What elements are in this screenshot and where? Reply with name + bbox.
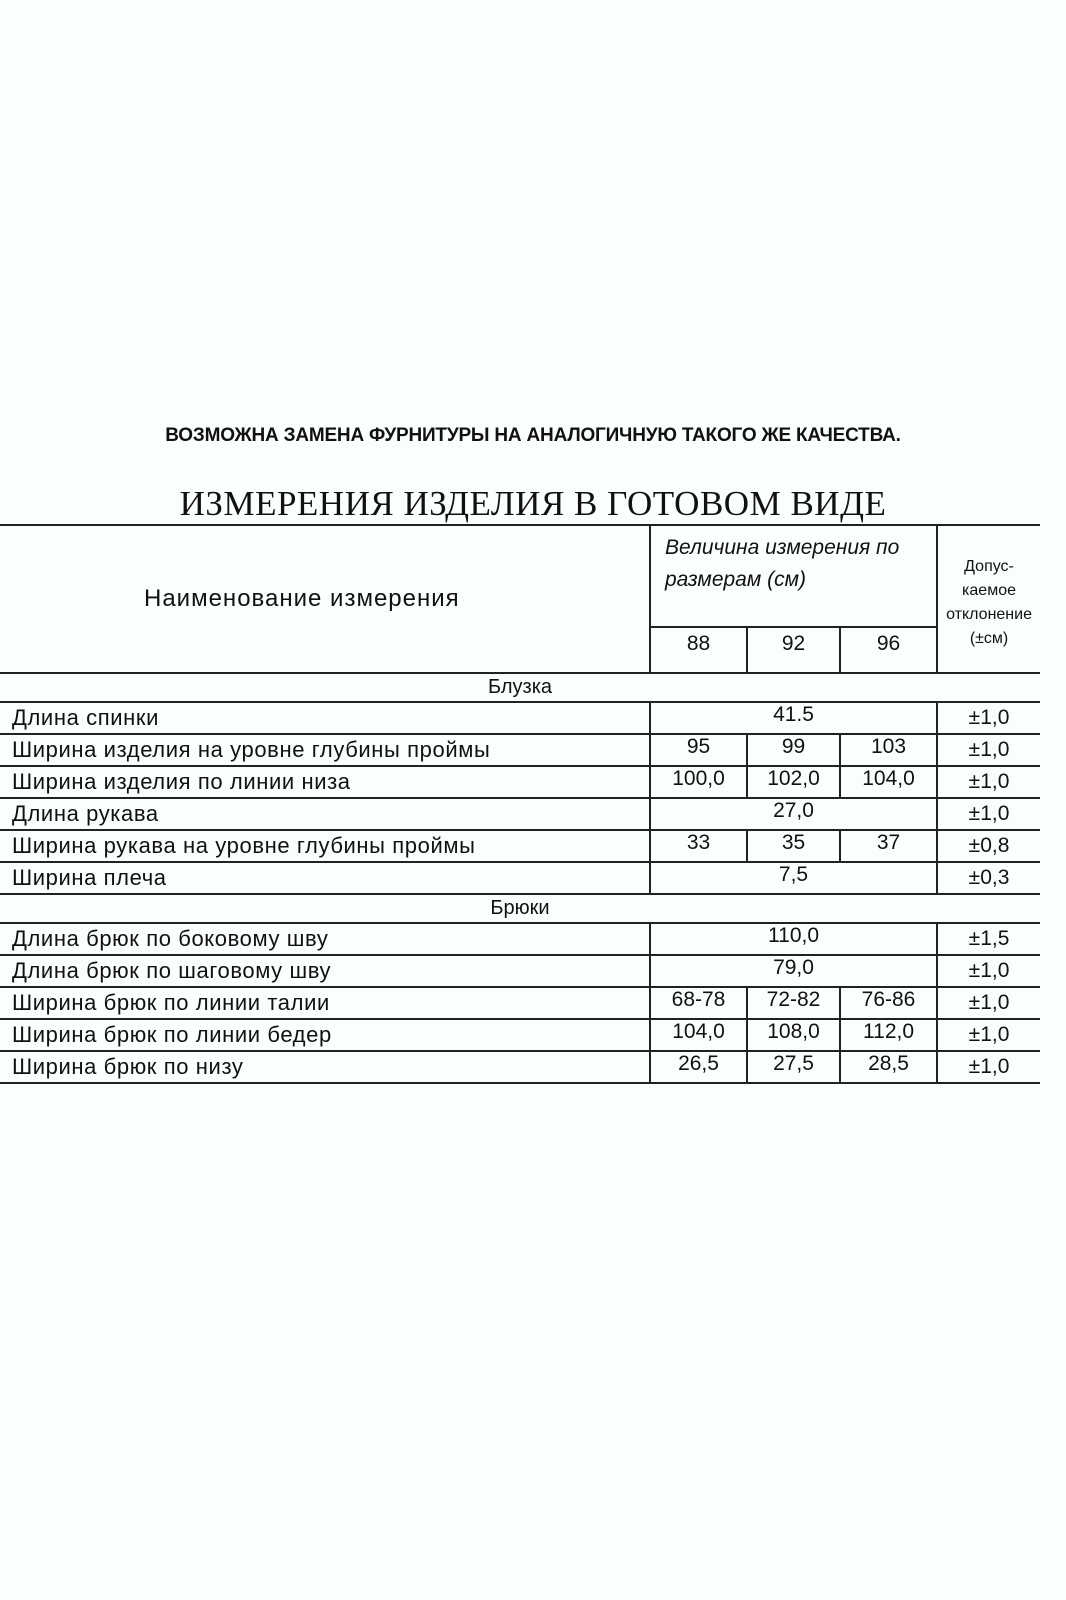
- measurement-value: 35: [747, 830, 840, 862]
- measurement-name: Ширина брюк по линии бедер: [0, 1019, 650, 1051]
- tolerance-value: ±1,0: [937, 1051, 1040, 1083]
- measurement-name: Ширина изделия на уровне глубины проймы: [0, 734, 650, 766]
- measurement-value: 79,0: [650, 955, 937, 987]
- measurement-name: Длина спинки: [0, 702, 650, 734]
- measurement-value: 102,0: [747, 766, 840, 798]
- value-header-line: Величина измерения по: [665, 536, 900, 559]
- measurement-value: 72-82: [747, 987, 840, 1019]
- measurement-value: 112,0: [840, 1019, 937, 1051]
- table-row: [0, 766, 1040, 798]
- value-header-line: размерам (см): [665, 568, 806, 591]
- measurement-value: 104,0: [840, 766, 937, 798]
- table-row: [0, 862, 1040, 894]
- size-96: 96: [840, 627, 937, 673]
- name-column-header: Наименование измерения: [0, 525, 650, 673]
- table-row: [0, 830, 1040, 862]
- measurement-name: Ширина плеча: [0, 862, 650, 894]
- tolerance-value: ±1,0: [937, 1019, 1040, 1051]
- tolerance-header-line: (±см): [969, 630, 1009, 647]
- tolerance-value: ±1,0: [937, 955, 1040, 987]
- page-title: ИЗМЕРЕНИЯ ИЗДЕЛИЯ В ГОТОВОМ ВИДЕ: [179, 484, 887, 523]
- measurement-value: 28,5: [840, 1051, 937, 1083]
- measurements-body: [0, 525, 1040, 1083]
- measurement-value: 7,5: [650, 862, 937, 894]
- measurement-value: 99: [747, 734, 840, 766]
- table-row: [0, 1019, 1040, 1051]
- tolerance-value: ±1,5: [937, 923, 1040, 955]
- measurement-value: 103: [840, 734, 937, 766]
- section-row: [0, 894, 1040, 923]
- measurement-name: Длина рукава: [0, 798, 650, 830]
- measurement-value: 37: [840, 830, 937, 862]
- measurement-name: Длина брюк по боковому шву: [0, 923, 650, 955]
- size-92: 92: [747, 627, 840, 673]
- tolerance-value: ±1,0: [937, 798, 1040, 830]
- section-title: Блузка: [0, 673, 1040, 702]
- measurement-value: 104,0: [650, 1019, 747, 1051]
- tolerance-value: ±1,0: [937, 702, 1040, 734]
- measurement-value: 110,0: [650, 923, 937, 955]
- measurement-value: 68-78: [650, 987, 747, 1019]
- tolerance-value: ±1,0: [937, 734, 1040, 766]
- measurement-value: 108,0: [747, 1019, 840, 1051]
- measurement-value: 33: [650, 830, 747, 862]
- table-row: [0, 923, 1040, 955]
- measurement-value: 26,5: [650, 1051, 747, 1083]
- tolerance-value: ±1,0: [937, 987, 1040, 1019]
- measurement-name: Ширина рукава на уровне глубины проймы: [0, 830, 650, 862]
- measurement-name: Длина брюк по шаговому шву: [0, 955, 650, 987]
- measurement-value: 95: [650, 734, 747, 766]
- tolerance-value: ±0,3: [937, 862, 1040, 894]
- header-row: [0, 525, 1040, 627]
- table-row: [0, 955, 1040, 987]
- size-88: 88: [650, 627, 747, 673]
- tolerance-column-header: [937, 525, 1040, 673]
- table-row: [0, 734, 1040, 766]
- table-row: [0, 798, 1040, 830]
- measurement-name: Ширина изделия по линии низа: [0, 766, 650, 798]
- section-row: [0, 673, 1040, 702]
- measurement-name: Ширина брюк по низу: [0, 1051, 650, 1083]
- table-row: [0, 987, 1040, 1019]
- notice-text: ВОЗМОЖНА ЗАМЕНА ФУРНИТУРЫ НА АНАЛОГИЧНУЮ ТАКОГО ЖЕ КАЧЕСТВА.: [165, 425, 901, 446]
- measurement-value: 27,5: [747, 1051, 840, 1083]
- measurement-value: 27,0: [650, 798, 937, 830]
- table-row: [0, 1051, 1040, 1083]
- measurement-name: Ширина брюк по линии талии: [0, 987, 650, 1019]
- tolerance-value: ±1,0: [937, 766, 1040, 798]
- measurement-value: 100,0: [650, 766, 747, 798]
- tolerance-header-line: отклонение: [946, 606, 1032, 623]
- section-title: Брюки: [0, 894, 1040, 923]
- tolerance-header-line: Допус-: [964, 558, 1014, 575]
- measurement-value: 41.5: [650, 702, 937, 734]
- value-column-header: [650, 525, 937, 627]
- measurements-table: [0, 524, 1040, 1084]
- tolerance-value: ±0,8: [937, 830, 1040, 862]
- tolerance-header-line: каемое: [962, 582, 1016, 599]
- table-row: [0, 702, 1040, 734]
- measurement-value: 76-86: [840, 987, 937, 1019]
